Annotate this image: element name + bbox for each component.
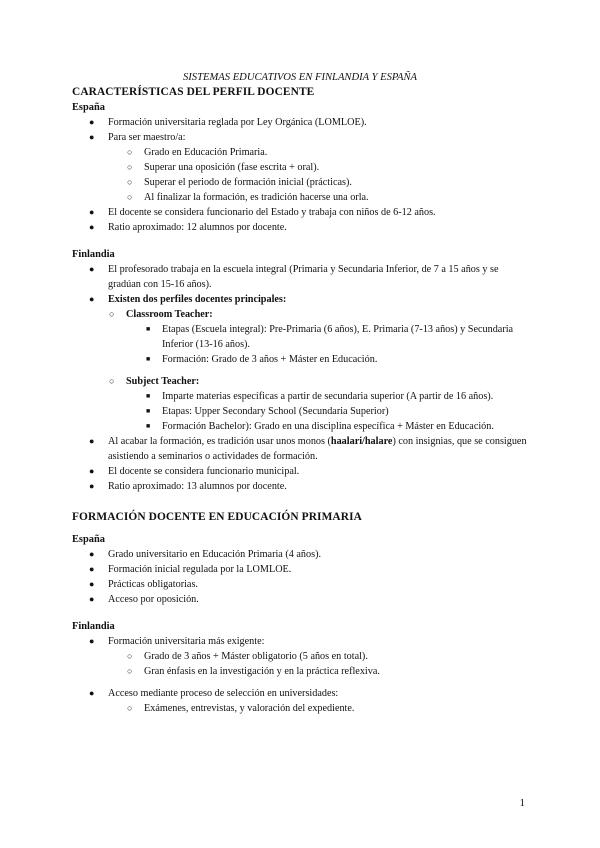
- sublist-formacion-exigente: [108, 649, 528, 679]
- list-item: ○ Al finalizar la formación, es tradición hacerse una orla.: [127, 192, 369, 203]
- bullet-icon: ●: [89, 564, 95, 574]
- bullet-icon: ●: [89, 549, 95, 559]
- list-item: ● Formación inicial regulada por la LOMLOE.: [89, 564, 292, 575]
- list-item: ● Para ser maestro/a: ○ Grado en Educación Primaria. ○ Superar una oposición (fase escrita + oral). ○ Superar el periodo de formación inicial (prácticas). ○ Al finalizar la formación, es tradición hacerse una orla.: [72, 130, 528, 205]
- bullet-icon: ●: [89, 594, 95, 604]
- section-heading-perfil-docente: CARACTERÍSTICAS DEL PERFIL DOCENTE: [72, 86, 315, 98]
- bullet-icon: ●: [89, 688, 95, 698]
- bullet-icon: ●: [89, 294, 95, 304]
- bullet-icon: ●: [89, 207, 95, 217]
- subheading-finlandia-formacion: Finlandia: [72, 621, 115, 632]
- page-number: 1: [519, 797, 525, 809]
- list-item: ● Grado universitario en Educación Primaria (4 años).: [89, 549, 322, 560]
- circle-bullet-icon: ○: [109, 376, 115, 386]
- list-finlandia-formacion: [72, 634, 528, 716]
- square-bullet-icon: ■: [146, 355, 151, 363]
- document-title: SISTEMAS EDUCATIVOS EN FINLANDIA Y ESPAÑA: [182, 72, 418, 83]
- list-finlandia-perfil: [72, 262, 528, 494]
- sublist-maestro: [108, 145, 528, 205]
- bullet-icon: ●: [89, 436, 95, 446]
- list-item: ○ Grado en Educación Primaria.: [127, 147, 268, 158]
- bullet-icon: ●: [89, 466, 95, 476]
- list-item: ○ Superar una oposición (fase escrita + oral).: [127, 162, 320, 173]
- bullet-icon: ●: [89, 636, 95, 646]
- bullet-icon: ●: [89, 222, 95, 232]
- section-heading-formacion-docente: FORMACIÓN DOCENTE EN EDUCACIÓN PRIMARIA: [72, 511, 362, 523]
- square-bullet-icon: ■: [146, 422, 151, 430]
- list-item: ● Formación universitaria más exigente: ○ Grado de 3 años + Máster obligatorio (5 años en total). ○ Gran énfasis en la investigación y en la práctica reflexiva.: [72, 634, 528, 686]
- square-bullet-icon: ■: [146, 325, 151, 333]
- bullet-icon: ●: [89, 132, 95, 142]
- subheading-espana-formacion: España: [72, 534, 105, 545]
- list-espana-perfil: [72, 115, 528, 235]
- list-item: ● El docente se considera funcionario municipal.: [89, 466, 300, 477]
- subheading-finlandia-perfil: Finlandia: [72, 249, 115, 260]
- list-item: ● Prácticas obligatorias.: [89, 579, 198, 590]
- list-item: ○ Superar el periodo de formación inicial (prácticas).: [127, 177, 352, 188]
- list-item: ● Ratio aproximado: 12 alumnos por docente.: [89, 222, 287, 233]
- list-item: ■ Etapas (Escuela integral): Pre-Primaria (6 años), E. Primaria (7-13 años) y Secundaria Inferior (13-16 años).: [146, 324, 514, 350]
- list-item: ○ Classroom Teacher: ■ Etapas (Escuela integral): Pre-Primaria (6 años), E. Primaria (7-13 años) y Secundaria Inferior (13-16 años). ■ Formación: Grado de 3 años + Máster en Educación.: [108, 307, 528, 374]
- square-bullet-icon: ■: [146, 392, 151, 400]
- subheading-espana-perfil: España: [72, 102, 105, 113]
- list-item: ■ Formación: Grado de 3 años + Máster en Educación.: [146, 354, 378, 365]
- list-item: ■ Imparte materias específicas a partir de secundaria superior (A partir de 16 años).: [146, 391, 494, 402]
- list-item: ■ Etapas: Upper Secondary School (Secundaria Superior): [146, 406, 389, 417]
- bullet-icon: ●: [89, 264, 95, 274]
- circle-bullet-icon: ○: [109, 309, 115, 319]
- bullet-icon: ●: [89, 579, 95, 589]
- list-item: ○ Grado de 3 años + Máster obligatorio (5 años en total).: [127, 651, 368, 662]
- list-item: ● Acceso por oposición.: [89, 594, 199, 605]
- list-item: ○ Exámenes, entrevistas, y valoración del expediente.: [127, 703, 355, 714]
- circle-bullet-icon: ○: [127, 192, 133, 202]
- sublist-subject-teacher: [126, 389, 528, 434]
- list-item: ■ Formación Bachelor): Grado en una disciplina específica + Máster en Educación.: [146, 421, 494, 432]
- circle-bullet-icon: ○: [127, 651, 133, 661]
- circle-bullet-icon: ○: [127, 703, 133, 713]
- bullet-icon: ●: [89, 117, 95, 127]
- list-item: ● Ratio aproximado: 13 alumnos por docente.: [89, 481, 287, 492]
- list-item: ○ Gran énfasis en la investigación y en la práctica reflexiva.: [127, 666, 380, 677]
- list-item: ● Al acabar la formación, es tradición usar unos monos (haalari/halare) con insignias, que se consiguen asistiendo a seminarios o actividades de formación.: [89, 436, 527, 462]
- circle-bullet-icon: ○: [127, 666, 133, 676]
- document-page: [72, 70, 528, 716]
- sublist-perfiles: [108, 307, 528, 434]
- list-item: ○ Subject Teacher: ■ Imparte materias específicas a partir de secundaria superior (A partir de 16 años). ■ Etapas: Upper Secondary School (Secundaria Superior) ■ Formación Bachelor): Grado en una disciplina específica + Máster en Educación.: [108, 374, 528, 434]
- bullet-icon: ●: [89, 481, 95, 491]
- sublist-classroom-teacher: [126, 322, 528, 367]
- list-item: ● El docente se considera funcionario del Estado y trabaja con niños de 6-12 años.: [89, 207, 436, 218]
- circle-bullet-icon: ○: [127, 162, 133, 172]
- list-item: ● Acceso mediante proceso de selección en universidades: ○ Exámenes, entrevistas, y valoración del expediente.: [72, 686, 528, 716]
- circle-bullet-icon: ○: [127, 177, 133, 187]
- circle-bullet-icon: ○: [127, 147, 133, 157]
- square-bullet-icon: ■: [146, 407, 151, 415]
- sublist-seleccion: [108, 701, 528, 716]
- list-item: ● Existen dos perfiles docentes principales: ○ Classroom Teacher: ■ Etapas (Escuela integral): Pre-Primaria (6 años), E. Primaria (7-13 años) y Secundaria Inferior (13-16 años). ■ Formación: Grado de 3 años + Máster en Educación. ○ Subject Teacher: ■ Imparte materias específicas a partir de secundaria superior (A partir de 16 años). ■ Etapas: Upper Secondary School (Secundaria Superior) ■ Formación Bachelor): Grado en una disciplina específica + Máster en Educación.: [72, 292, 528, 434]
- list-item: ● Formación universitaria reglada por Ley Orgánica (LOMLOE).: [89, 117, 367, 128]
- list-item: ● El profesorado trabaja en la escuela integral (Primaria y Secundaria Inferior, de 7 a 15 años y se gradúan con 15-16 años).: [89, 264, 499, 290]
- list-espana-formacion: [72, 547, 528, 607]
